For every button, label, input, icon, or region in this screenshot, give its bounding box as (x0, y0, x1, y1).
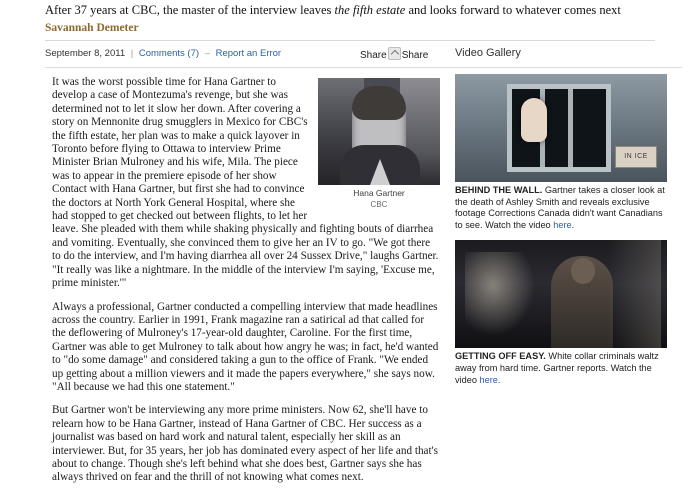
portrait-credit: CBC (370, 200, 388, 209)
headline-part-2: and looks forward to whatever comes next (405, 3, 621, 17)
article-body (52, 76, 440, 495)
report-error-link[interactable]: Report an Error (215, 48, 282, 59)
headline-italic-title: the fifth estate (334, 3, 406, 17)
portrait-image (318, 78, 440, 185)
video-caption-2-tail: . (497, 374, 501, 385)
headline-part-1: After 37 years at CBC, the master of the interview leaves (45, 3, 335, 17)
video-gallery-title: Video Gallery (455, 47, 521, 59)
video-caption-1 (455, 182, 667, 231)
video-caption-2-lead: GETTING OFF EASY. (455, 351, 546, 362)
video-caption-2-text: White collar criminals waltz away from hard time. Gartner reports. Watch the video (455, 351, 659, 385)
video-caption-2 (455, 348, 667, 386)
portrait-hair (352, 86, 406, 120)
video-caption-1-tail: . (571, 219, 575, 230)
share-label: Share (360, 50, 387, 61)
share-button-label[interactable]: Share (401, 50, 429, 61)
video-caption-1-lead: BEHIND THE WALL. (455, 185, 543, 195)
share-icon[interactable] (388, 47, 401, 60)
video-1-link[interactable]: here (553, 219, 572, 230)
headline-block (0, 0, 700, 34)
portrait-figure (318, 78, 440, 210)
video1-plate: IN ICE (615, 146, 657, 168)
video2-light (607, 240, 661, 348)
portrait-caption (318, 185, 440, 210)
article-paragraph-2: Always a professional, Gartner conducted a compelling interview that made headlines across the country. Earlier in 1991, Frank magazine ran a satirical ad that called for the deflowering of Mulroney's 17-year-old daughter, Caroline. For the first time, Gartner was able to get Mulroney to talk about how angry he was; in fact, he'd wanted to "do some damage" and considered taking a gun to the office of Frank. "We ended up getting about a million viewers and it made the papers everywhere," she says now. "All because we had this one statement." (52, 300, 439, 393)
meta-bar (0, 48, 700, 64)
comments-link[interactable]: Comments (7) (138, 48, 200, 59)
video-gallery (455, 74, 667, 395)
video-thumbnail-1[interactable] (455, 74, 667, 182)
page-title (45, 3, 682, 18)
content-area (0, 68, 700, 484)
video-2-link[interactable]: here (479, 374, 498, 385)
portrait-caption-text: Hana Gartner (353, 188, 405, 198)
meta-separator-2: – (204, 48, 210, 59)
byline: Savannah Demeter (45, 22, 139, 34)
video1-bar-2 (568, 89, 573, 167)
video-caption-1-text: Gartner takes a closer look at the death of Ashley Smith and reveals exclusive footage Corrections Canada didn't want Canadians to see. Watch the video (455, 185, 665, 230)
video-item[interactable] (455, 74, 667, 231)
share-widget[interactable] (360, 47, 428, 61)
video-thumbnail-2[interactable] (455, 240, 667, 348)
publish-date: September 8, 2011 (45, 48, 126, 59)
video1-hand (521, 98, 547, 142)
video-item[interactable] (455, 240, 667, 386)
article-paragraph-3: But Gartner won't be interviewing any more prime ministers. Now 62, she'll have to relearn how to be Hana Gartner, instead of Hana Gartner of CBC. Her success as a journalist was based on hard work and natural talent, especially her skill as an interviewer. But, for 35 years, her job has dominated every aspect of her life and that's about to change. Though she's left behind what she does best, Gartner says she has always thrived on fear and the thrill of not knowing what comes next. (52, 404, 438, 484)
headline-divider (45, 40, 655, 41)
video2-glow (465, 252, 535, 336)
article-paragraph-1: It was the worst possible time for Hana Gartner to develop a case of Montezuma's revenge, but she was determined not to let it slow her down. After covering a story on Mennonite drug smugglers in Mexico for CBC's the fifth estate, her plan was to make a quick layover in Toronto before flying to Ottawa to interview Prime Minister Brian Mulroney and his wife, Mila. The piece was to appear in the premiere episode of her show Contact with Hana Gartner, but first she had to convince the doctors at North York General Hospital, where she had stopped to get checked out between flights, to let her leave. She pleaded with them while shaking physically and fighting bouts of diarrhea and vomiting. Eventually, she convinced them to give her an IV to go. "We got there to do the interview, and I'm having diarrhea all over 24 Sussex Drive," laughs Gartner. "It really was like a nightmare. In the middle of the interview I'm saying, 'Excuse me, prime minister.'" (52, 76, 439, 290)
meta-separator-1: | (130, 48, 134, 59)
